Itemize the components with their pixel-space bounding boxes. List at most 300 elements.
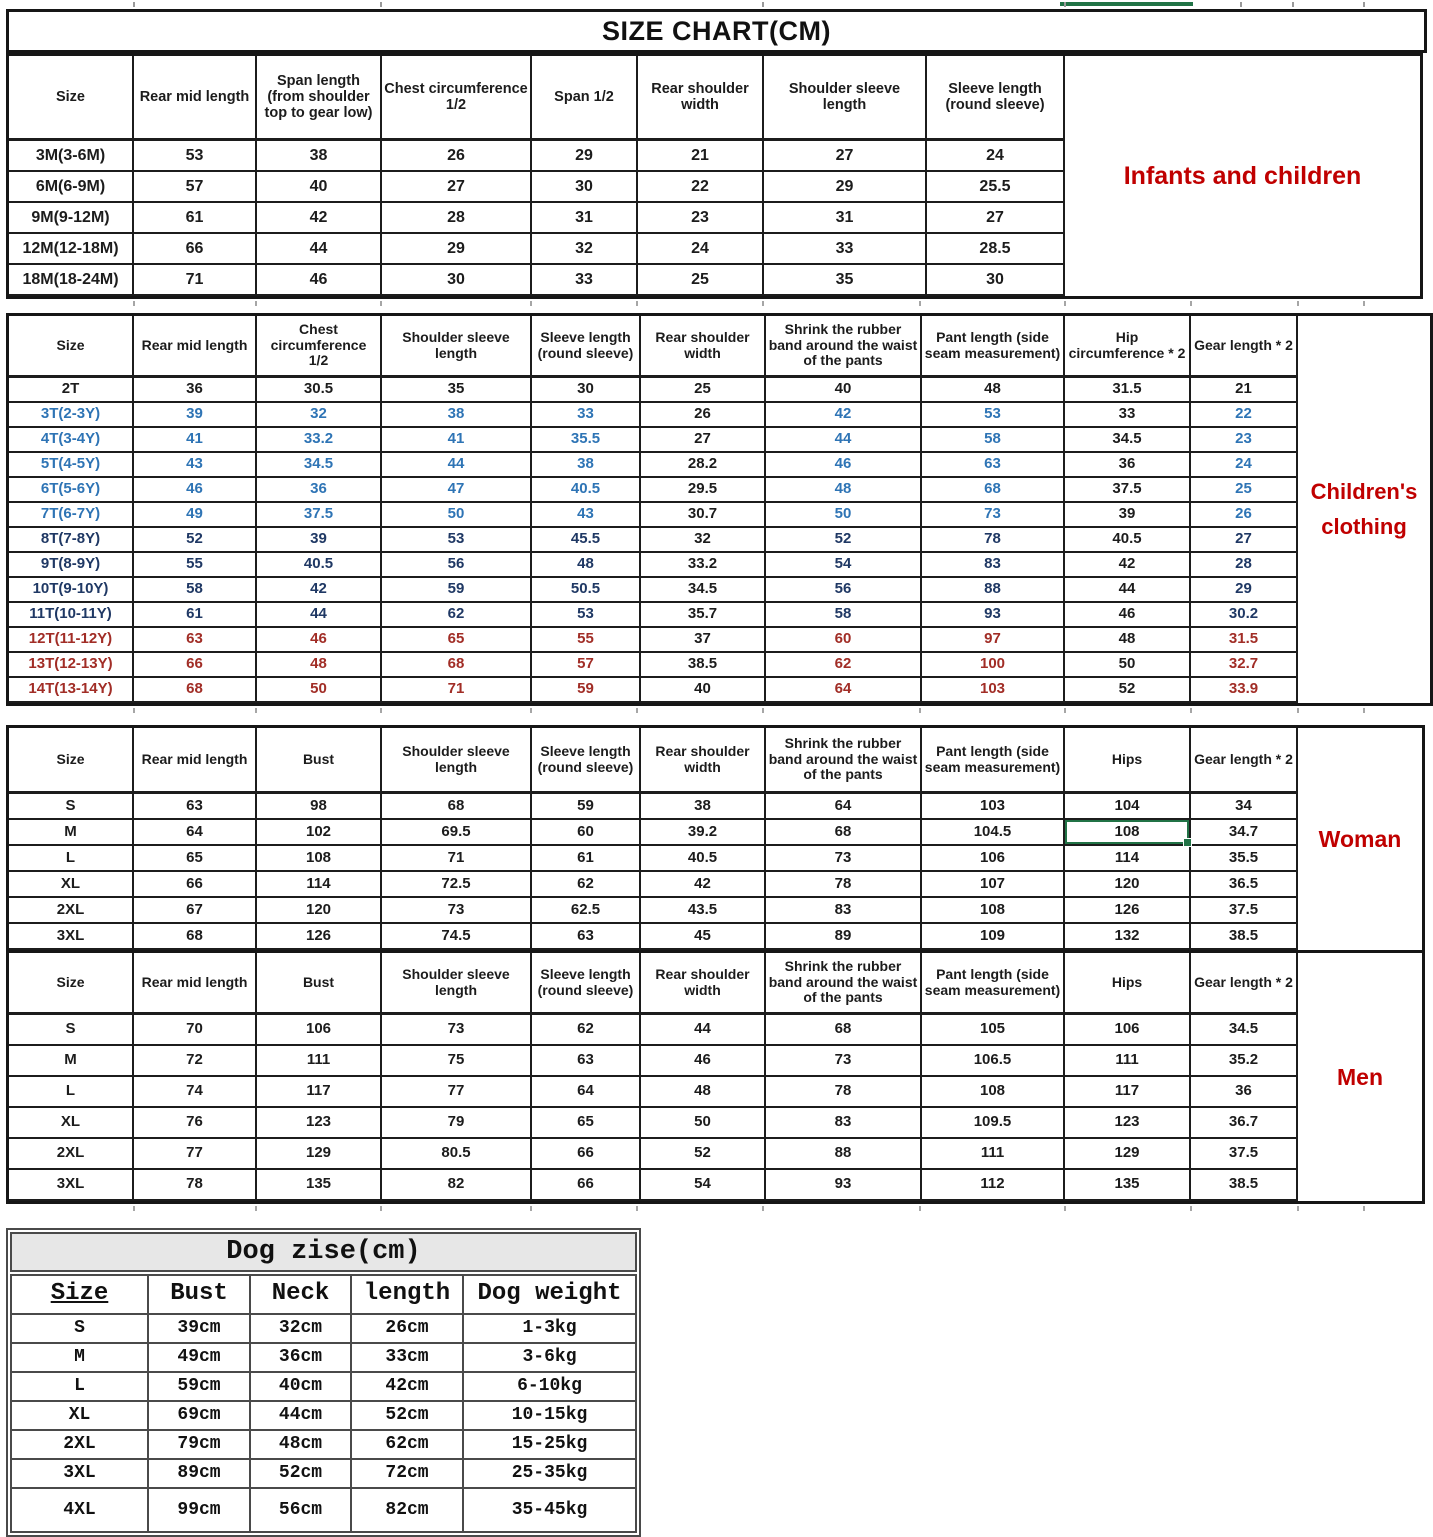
value-cell: 59cm [149,1373,249,1400]
gridline-tick [1363,1206,1365,1211]
value-cell: 61 [532,846,641,872]
woman-size-table [6,725,1425,953]
value-cell: 120 [1065,872,1191,898]
value-cell: 36.7 [1191,1108,1298,1139]
value-cell: 64 [766,678,922,703]
header-cell: Chest circumference 1/2 [257,316,382,378]
value-cell: 37.5 [257,503,382,528]
value-cell: 88 [922,578,1065,603]
value-cell: 42 [766,403,922,428]
gridline-tick [380,301,382,306]
spreadsheet-top-edge [6,0,1425,9]
value-cell: 33 [1065,403,1191,428]
gridline-tick [1190,301,1192,306]
value-cell: 68 [382,794,532,820]
gridline-tick [1064,708,1066,713]
value-cell: 50 [1065,653,1191,678]
header-cell: length [352,1276,462,1313]
value-cell: 25.5 [927,172,1065,203]
value-cell: 35 [382,378,532,403]
value-cell: 63 [134,628,257,653]
value-cell: 34.5 [641,578,766,603]
value-cell: 63 [922,453,1065,478]
value-cell: 52 [766,528,922,553]
value-cell: 63 [134,794,257,820]
header-cell: Rear mid length [134,56,257,141]
value-cell: 66 [134,872,257,898]
value-cell: 27 [1191,528,1298,553]
value-cell: 114 [1065,846,1191,872]
value-cell: 64 [532,1077,641,1108]
value-cell: 53 [134,141,257,172]
value-cell: 34.5 [1191,1015,1298,1046]
value-cell: 29 [1191,578,1298,603]
value-cell: 56 [382,553,532,578]
header-cell: Bust [257,728,382,794]
value-cell: 48 [532,553,641,578]
value-cell: 32 [532,234,638,265]
value-cell: 44 [382,453,532,478]
value-cell: 58 [766,603,922,628]
selected-cell[interactable]: 108 [1065,820,1191,846]
value-cell: 30 [532,378,641,403]
value-cell: 50 [382,503,532,528]
value-cell: 48 [766,478,922,503]
value-cell: 44cm [251,1402,350,1429]
size-cell: 12T(11-12Y) [9,628,134,653]
value-cell: 32.7 [1191,653,1298,678]
gridline-tick [919,1206,921,1211]
value-cell: 61 [134,203,257,234]
value-cell: 25 [638,265,764,296]
value-cell: 73 [766,1046,922,1077]
value-cell: 24 [927,141,1065,172]
value-cell: 56 [766,578,922,603]
gridline-tick [255,1206,257,1211]
value-cell: 40 [257,172,382,203]
value-cell: 104.5 [922,820,1065,846]
value-cell: 44 [766,428,922,453]
value-cell: 42 [257,203,382,234]
value-cell: 59 [532,794,641,820]
header-cell: Neck [251,1276,350,1313]
gridline-tick [255,708,257,713]
value-cell: 48cm [251,1431,350,1458]
value-cell: 37 [641,628,766,653]
gridline-tick [1064,1206,1066,1211]
value-cell: 120 [257,898,382,924]
grid-gap [6,1204,1425,1228]
value-cell: 42 [641,872,766,898]
value-cell: 52 [134,528,257,553]
value-cell: 58 [134,578,257,603]
header-cell: Sleeve length (round sleeve) [532,728,641,794]
value-cell: 34 [1191,794,1298,820]
value-cell: 75 [382,1046,532,1077]
value-cell: 68 [134,678,257,703]
value-cell: 40 [641,678,766,703]
gridline-tick [636,1206,638,1211]
header-cell: Pant length (side seam measurement) [922,728,1065,794]
value-cell: 60 [766,628,922,653]
value-cell: 68 [382,653,532,678]
gridline-tick [255,301,257,306]
size-cell: 9M(9-12M) [9,203,134,234]
value-cell: 32cm [251,1315,350,1342]
value-cell: 28.2 [641,453,766,478]
value-cell: 135 [1065,1170,1191,1201]
header-cell: Shrink the rubber band around the waist of the pants [766,728,922,794]
infant-table-label: Infants and children [1123,161,1362,190]
header-cell: Hips [1065,728,1191,794]
value-cell: 39.2 [641,820,766,846]
value-cell: 73 [922,503,1065,528]
value-cell: 36.5 [1191,872,1298,898]
size-cell: 3XL [9,924,134,950]
value-cell: 44 [257,603,382,628]
gridline-tick [1297,708,1299,713]
value-cell: 46 [257,628,382,653]
header-cell: Bust [257,953,382,1015]
value-cell: 30 [532,172,638,203]
value-cell: 10-15kg [464,1402,635,1429]
value-cell: 23 [638,203,764,234]
size-cell: 2XL [9,898,134,924]
value-cell: 36 [1191,1077,1298,1108]
value-cell: 42cm [352,1373,462,1400]
dog-table-title: Dog zise(cm) [10,1232,637,1272]
value-cell: 35 [764,265,927,296]
value-cell: 73 [382,1015,532,1046]
value-cell: 50 [257,678,382,703]
value-cell: 58 [922,428,1065,453]
value-cell: 42 [257,578,382,603]
value-cell: 42 [1065,553,1191,578]
value-cell: 36cm [251,1344,350,1371]
header-cell: Size [12,1276,147,1313]
value-cell: 40.5 [641,846,766,872]
value-cell: 72cm [352,1460,462,1487]
header-cell: Shoulder sleeve length [764,56,927,141]
value-cell: 79 [382,1108,532,1139]
value-cell: 135 [257,1170,382,1201]
value-cell: 3-6kg [464,1344,635,1371]
value-cell: 62.5 [532,898,641,924]
header-cell: Size [9,953,134,1015]
value-cell: 49 [134,503,257,528]
value-cell: 38.5 [1191,1170,1298,1201]
size-cell: 3T(2-3Y) [9,403,134,428]
size-cell: 8T(7-8Y) [9,528,134,553]
size-cell: 6M(6-9M) [9,172,134,203]
value-cell: 63 [532,924,641,950]
gridline-tick [762,708,764,713]
value-cell: 77 [134,1139,257,1170]
gridline-tick [1297,1206,1299,1211]
value-cell: 36 [1065,453,1191,478]
value-cell: 106.5 [922,1046,1065,1077]
value-cell: 29 [382,234,532,265]
gridline-tick [1190,1206,1192,1211]
value-cell: 126 [257,924,382,950]
value-cell: 82 [382,1170,532,1201]
gridline-tick [133,2,135,7]
value-cell: 25 [641,378,766,403]
header-cell: Shoulder sleeve length [382,728,532,794]
gridline-tick [919,708,921,713]
value-cell: 72 [134,1046,257,1077]
children-table-label: Children's clothing [1310,479,1418,539]
page-title-text: SIZE CHART(CM) [602,15,831,46]
header-cell: Size [9,728,134,794]
gridline-tick [1064,2,1066,7]
gridline-tick [1363,708,1365,713]
header-cell: Gear length * 2 [1191,728,1298,794]
value-cell: 36 [134,378,257,403]
value-cell: 34.5 [257,453,382,478]
value-cell: 33 [532,403,641,428]
value-cell: 43 [532,503,641,528]
value-cell: 108 [922,898,1065,924]
value-cell: 68 [134,924,257,950]
size-cell: 18M(18-24M) [9,265,134,296]
value-cell: 62 [382,603,532,628]
gridline-tick [1363,301,1365,306]
value-cell: 123 [257,1108,382,1139]
value-cell: 39 [134,403,257,428]
value-cell: 27 [382,172,532,203]
value-cell: 1-3kg [464,1315,635,1342]
value-cell: 33.9 [1191,678,1298,703]
value-cell: 50 [766,503,922,528]
selection-fill-handle-icon[interactable] [1183,838,1192,847]
value-cell: 102 [257,820,382,846]
size-cell: S [12,1315,147,1342]
value-cell: 30.2 [1191,603,1298,628]
value-cell: 108 [922,1077,1065,1108]
gridline-tick [380,1206,382,1211]
value-cell: 78 [766,1077,922,1108]
value-cell: 41 [134,428,257,453]
page-title [6,9,1427,53]
value-cell: 37.5 [1191,898,1298,924]
header-cell: Size [9,316,134,378]
header-cell: Shoulder sleeve length [382,953,532,1015]
header-cell: Sleeve length (round sleeve) [927,56,1065,141]
value-cell: 80.5 [382,1139,532,1170]
size-cell: 2T [9,378,134,403]
value-cell: 69cm [149,1402,249,1429]
size-cell: 2XL [9,1139,134,1170]
gridline-tick [133,1206,135,1211]
value-cell: 48 [257,653,382,678]
value-cell: 89cm [149,1460,249,1487]
gridline-tick [919,301,921,306]
value-cell: 123 [1065,1108,1191,1139]
value-cell: 68 [766,820,922,846]
header-cell: Size [9,56,134,141]
value-cell: 66 [134,653,257,678]
header-cell: Rear mid length [134,953,257,1015]
value-cell: 34.5 [1065,428,1191,453]
size-cell: XL [12,1402,147,1429]
value-cell: 59 [532,678,641,703]
value-cell: 44 [641,1015,766,1046]
men-table-label: Men [1337,1063,1383,1090]
value-cell: 46 [257,265,382,296]
value-cell: 46 [766,453,922,478]
header-cell: Rear shoulder width [641,953,766,1015]
value-cell: 34.7 [1191,820,1298,846]
size-cell: 9T(8-9Y) [9,553,134,578]
size-cell: 5T(4-5Y) [9,453,134,478]
size-cell: L [9,846,134,872]
value-cell: 71 [382,846,532,872]
value-cell: 30.7 [641,503,766,528]
value-cell: 27 [927,203,1065,234]
men-size-grid [9,953,1298,1201]
value-cell: 36 [257,478,382,503]
header-cell: Sleeve length (round sleeve) [532,316,641,378]
value-cell: 23 [1191,428,1298,453]
children-size-grid [9,316,1298,703]
size-cell: XL [9,872,134,898]
value-cell: 50 [641,1108,766,1139]
value-cell: 47 [382,478,532,503]
value-cell: 66 [134,234,257,265]
value-cell: 31.5 [1065,378,1191,403]
children-size-table [6,313,1433,706]
value-cell: 26 [382,141,532,172]
value-cell: 93 [766,1170,922,1201]
value-cell: 77 [382,1077,532,1108]
header-cell: Pant length (side seam measurement) [922,953,1065,1015]
header-cell: Span 1/2 [532,56,638,141]
value-cell: 52 [1065,678,1191,703]
value-cell: 38 [641,794,766,820]
value-cell: 38.5 [641,653,766,678]
header-cell: Shrink the rubber band around the waist of the pants [766,316,922,378]
size-cell: 4T(3-4Y) [9,428,134,453]
value-cell: 83 [922,553,1065,578]
value-cell: 21 [1191,378,1298,403]
gridline-tick [636,301,638,306]
value-cell: 59 [382,578,532,603]
selected-column-indicator [1060,2,1193,6]
value-cell: 49cm [149,1344,249,1371]
value-cell: 37.5 [1065,478,1191,503]
gridline-tick [762,1206,764,1211]
gridline-tick [636,708,638,713]
value-cell: 117 [257,1077,382,1108]
value-cell: 62 [532,872,641,898]
value-cell: 46 [134,478,257,503]
value-cell: 41 [382,428,532,453]
header-cell: Rear shoulder width [638,56,764,141]
value-cell: 114 [257,872,382,898]
gridline-tick [1064,301,1066,306]
value-cell: 55 [532,628,641,653]
value-cell: 35.5 [1191,846,1298,872]
value-cell: 72.5 [382,872,532,898]
value-cell: 74.5 [382,924,532,950]
value-cell: 62 [766,653,922,678]
value-cell: 52 [641,1139,766,1170]
value-cell: 104 [1065,794,1191,820]
value-cell: 55 [134,553,257,578]
value-cell: 73 [382,898,532,924]
value-cell: 25-35kg [464,1460,635,1487]
value-cell: 27 [641,428,766,453]
value-cell: 43 [134,453,257,478]
gridline-tick [380,708,382,713]
value-cell: 32 [641,528,766,553]
value-cell: 64 [134,820,257,846]
value-cell: 93 [922,603,1065,628]
size-cell: 6T(5-6Y) [9,478,134,503]
value-cell: 35-45kg [464,1489,635,1531]
size-cell: M [9,820,134,846]
value-cell: 98 [257,794,382,820]
value-cell: 99cm [149,1489,249,1531]
value-cell: 35.5 [532,428,641,453]
value-cell: 39 [257,528,382,553]
size-cell: S [9,794,134,820]
value-cell: 65 [532,1108,641,1139]
value-cell: 31 [532,203,638,234]
value-cell: 111 [1065,1046,1191,1077]
header-cell: Rear mid length [134,728,257,794]
value-cell: 57 [532,653,641,678]
value-cell: 33cm [352,1344,462,1371]
value-cell: 21 [638,141,764,172]
size-cell: 10T(9-10Y) [9,578,134,603]
size-cell: M [12,1344,147,1371]
value-cell: 27 [764,141,927,172]
value-cell: 112 [922,1170,1065,1201]
value-cell: 31 [764,203,927,234]
value-cell: 83 [766,1108,922,1139]
value-cell: 106 [922,846,1065,872]
value-cell: 24 [638,234,764,265]
value-cell: 29 [764,172,927,203]
value-cell: 30.5 [257,378,382,403]
value-cell: 45 [641,924,766,950]
value-cell: 33 [764,234,927,265]
value-cell: 100 [922,653,1065,678]
header-cell: Gear length * 2 [1191,953,1298,1015]
size-cell: 3XL [12,1460,147,1487]
value-cell: 89 [766,924,922,950]
value-cell: 29 [532,141,638,172]
value-cell: 38.5 [1191,924,1298,950]
value-cell: 57 [134,172,257,203]
value-cell: 44 [1065,578,1191,603]
value-cell: 56cm [251,1489,350,1531]
infant-size-grid [9,56,1065,296]
value-cell: 35.2 [1191,1046,1298,1077]
size-cell: 2XL [12,1431,147,1458]
value-cell: 88 [766,1139,922,1170]
size-cell: L [9,1077,134,1108]
value-cell: 103 [922,678,1065,703]
size-cell: 11T(10-11Y) [9,603,134,628]
header-cell: Sleeve length (round sleeve) [532,953,641,1015]
value-cell: 35.7 [641,603,766,628]
value-cell: 6-10kg [464,1373,635,1400]
value-cell: 74 [134,1077,257,1108]
size-cell: 13T(12-13Y) [9,653,134,678]
